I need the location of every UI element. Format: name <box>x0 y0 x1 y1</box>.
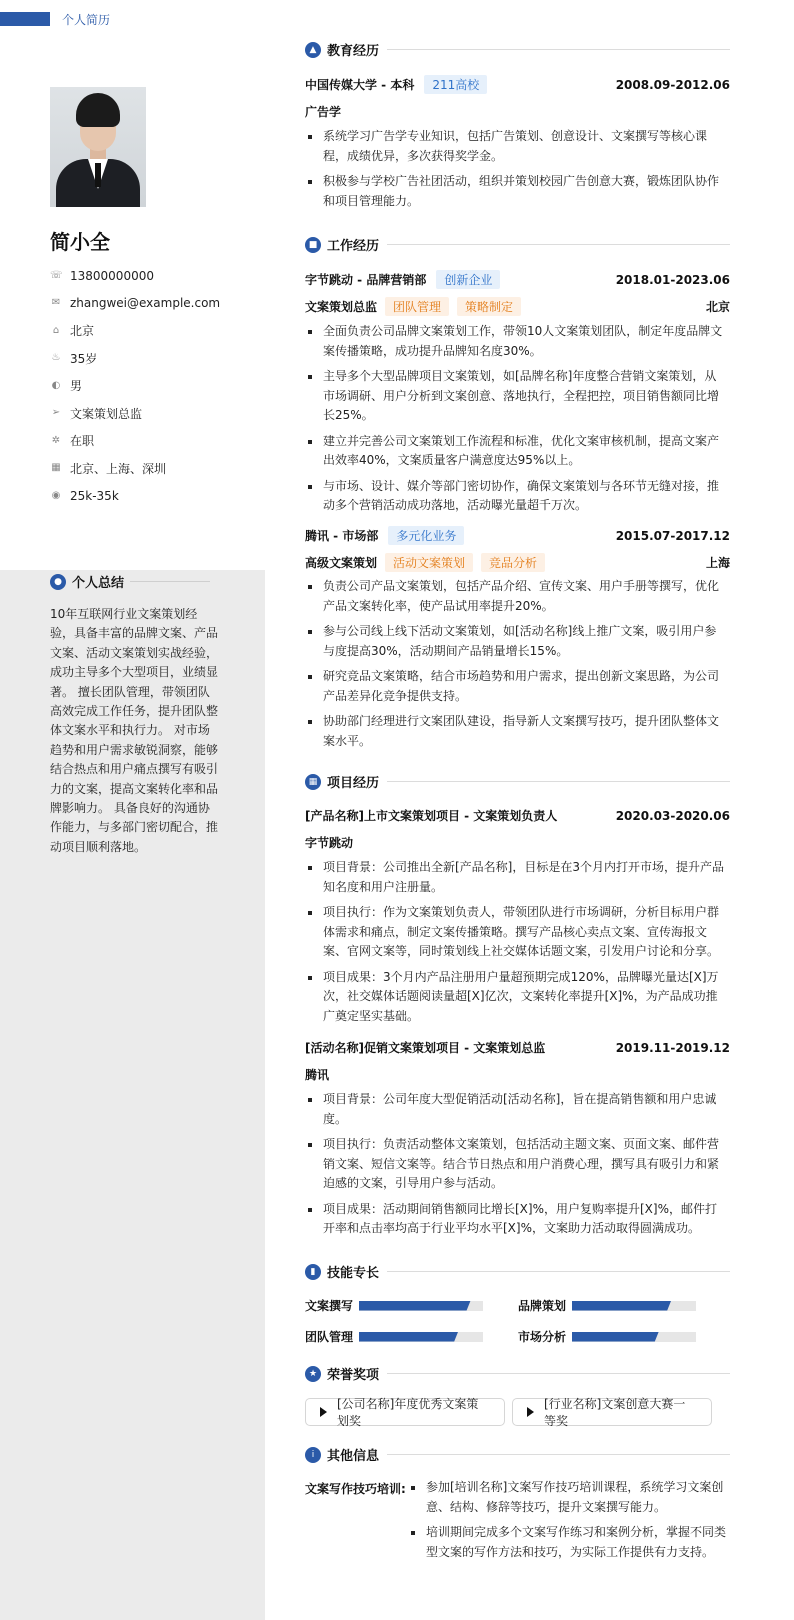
project-org-row <box>305 1066 730 1083</box>
project-date: 2019.11-2019.12 <box>615 1040 730 1055</box>
education-major: 广告学 <box>305 105 342 119</box>
job-city: 上海 <box>705 556 730 570</box>
list-item: 协助部门经理进行文案团队建设，指导新人文案撰写技巧，提升团队整体文案水平。 <box>305 712 725 751</box>
home-icon: ⌂ <box>52 324 60 336</box>
play-icon <box>527 1407 534 1417</box>
honor-item: [行业名称]文案创意大赛一等奖 <box>512 1398 712 1426</box>
summary-text: 10年互联网行业文案策划经验，具备丰富的品牌文案、产品文案、活动文案策划实战经验，成功主导多个大型项目，业绩显著。 擅长团队管理，带领团队高效完成工作任务，提升团队整体文案水平和执行力。 对市场趋势和用户需求敏锐洞察，能够结合热点和用户痛点撰写有吸引力的文案，提高文案转化率和品牌影响力。 具备良好的沟通协作能力，与多部门密切配合，推动项目顺利落地。 <box>50 607 219 854</box>
info-location: ⌂ 北京 <box>50 317 260 345</box>
list-item: 建立并完善公司文案策划工作流程和标准，优化文案审核机制，提高文案产出效率40%，文案质量客户满意度达95%以上。 <box>305 432 725 471</box>
job-date: 2015.07-2017.12 <box>615 528 730 543</box>
summary-divider <box>130 581 210 582</box>
list-item: 系统学习广告学专业知识，包括广告策划、创意设计、文案撰写等核心课程，成绩优异，多次获得奖学金。 <box>305 127 725 166</box>
send-icon: ➢ <box>51 407 61 419</box>
summary-title: 个人总结 <box>72 576 125 591</box>
phone-icon: ☏ <box>50 269 63 281</box>
project-name: [活动名称]促销文案策划项目 - 文案策划总监 <box>305 1041 546 1055</box>
skill-label: 团队管理 <box>305 1330 354 1344</box>
list-item: 主导多个大型品牌项目文案策划，如[品牌名称]年度整合营销文案策划，从市场调研、用户分析到文案创意、落地执行，全程把控，项目销售额同比增长25%。 <box>305 367 725 426</box>
list-item: 与市场、设计、媒介等部门密切协作，确保文案策划与各环节无缝对接，推动多个营销活动成功落地，活动曝光量超千万次。 <box>305 477 725 516</box>
list-item: 项目背景：公司推出全新[产品名称]，目标是在3个月内打开市场，提升产品知名度和用户注册量。 <box>305 858 725 897</box>
info-gender: ◐ 男 <box>51 379 83 394</box>
list-item: 项目背景：公司年度大型促销活动[活动名称]，旨在提高销售额和用户忠诚度。 <box>305 1090 725 1129</box>
job-company: 腾讯 - 市场部 <box>305 529 379 543</box>
job-bullets <box>305 322 725 522</box>
job-row <box>305 526 730 545</box>
honors-header <box>305 1364 730 1383</box>
mail-icon: ✉ <box>51 297 61 309</box>
honors-title: 荣誉奖项 <box>327 1368 380 1383</box>
list-item: 培训期间完成多个文案写作练习和案例分析，掌握不同类型文案的写作方法和技巧，为实际工作提供有力支持。 <box>408 1523 728 1562</box>
project-org: 腾讯 <box>305 1068 330 1082</box>
skills-header <box>305 1262 730 1281</box>
header-accent-bar <box>0 12 50 26</box>
projects-title: 项目经历 <box>327 776 380 791</box>
info-status: ✲ 在职 <box>51 434 95 449</box>
school-name: 中国传媒大学 - 本科 <box>305 78 415 92</box>
status-icon: ✲ <box>51 434 61 446</box>
list-item: 参与公司线上线下活动文案策划，如[活动名称]线上推广文案，吸引用户参与度提高30%，活动期间产品销量增长15%。 <box>305 622 725 661</box>
info-salary: ◉ 25k-35k <box>51 488 119 503</box>
work-title: 工作经历 <box>327 239 380 254</box>
user-icon: ● <box>50 574 66 590</box>
info-position: ➢ 文案策划总监 <box>51 406 143 421</box>
other-label: 文案写作技巧培训: <box>305 1482 406 1496</box>
job-skill-tag: 竞品分析 <box>481 553 545 572</box>
education-row <box>305 75 730 94</box>
job-bullets <box>305 577 725 757</box>
project-bullets <box>305 858 725 1032</box>
skill-item <box>305 1328 483 1345</box>
grid-icon: ▦ <box>305 774 321 790</box>
profile-name: 简小全 <box>50 230 110 254</box>
job-role: 文案策划总监 <box>305 300 378 314</box>
skill-label: 文案撰写 <box>305 1299 354 1313</box>
skill-label: 市场分析 <box>518 1330 567 1344</box>
info-icon: i <box>305 1447 321 1463</box>
skill-item <box>518 1297 696 1314</box>
project-org-row <box>305 834 730 851</box>
avatar <box>50 87 146 207</box>
info-age: ♨ 35岁 <box>51 351 98 366</box>
list-item: 项目成果：3个月内产品注册用户量超预期完成120%，品牌曝光量达[X]万次，社交媒体话题阅读量超[X]亿次，文案转化率提升[X]%，为产品成功推广奠定坚实基础。 <box>305 968 725 1027</box>
skill-label: 品牌策划 <box>518 1299 567 1313</box>
cake-icon: ♨ <box>51 352 61 364</box>
education-date: 2008.09-2012.06 <box>615 77 730 92</box>
job-skill-tag: 团队管理 <box>385 297 449 316</box>
job-city: 北京 <box>705 300 730 314</box>
profile-info-list <box>50 262 260 510</box>
other-header <box>305 1445 730 1464</box>
job-role-row <box>305 553 730 572</box>
skill-bar <box>572 1332 696 1342</box>
project-bullets <box>305 1090 725 1245</box>
work-header <box>305 235 730 254</box>
summary-header <box>50 572 124 591</box>
money-icon: ◉ <box>51 489 61 501</box>
list-item: 负责公司产品文案策划，包括产品介绍、宣传文案、用户手册等撰写，优化产品文案转化率，使产品试用率提升20%。 <box>305 577 725 616</box>
info-phone: ☏ 13800000000 <box>50 268 154 283</box>
list-item: 参加[培训名称]文案写作技巧培训课程，系统学习文案创意、结构、修辞等技巧，提升文案撰写能力。 <box>408 1478 728 1517</box>
project-name: [产品名称]上市文案策划项目 - 文案策划负责人 <box>305 809 558 823</box>
job-skill-tag: 活动文案策划 <box>385 553 473 572</box>
skill-bar <box>359 1301 483 1311</box>
projects-header <box>305 772 730 791</box>
list-item: 全面负责公司品牌文案策划工作，带领10人文案策划团队，制定年度品牌文案传播策略，成功提升品牌知名度30%。 <box>305 322 725 361</box>
education-bullets <box>305 127 725 217</box>
job-company: 字节跳动 - 品牌营销部 <box>305 273 427 287</box>
list-item: 项目执行：作为文案策划负责人，带领团队进行市场调研，分析目标用户群体需求和痛点，制定文案传播策略。撰写产品核心卖点文案、宣传海报文案、官网文案等，同时策划线上社交媒体话题文案，引发用户讨论和分享。 <box>305 903 725 962</box>
education-major-row <box>305 103 730 120</box>
project-date: 2020.03-2020.06 <box>615 808 730 823</box>
job-date: 2018.01-2023.06 <box>615 272 730 287</box>
job-row <box>305 270 730 289</box>
other-bullets <box>408 1478 728 1568</box>
medal-icon: ★ <box>305 1366 321 1382</box>
play-icon <box>320 1407 327 1417</box>
education-title: 教育经历 <box>327 44 380 59</box>
list-item: 积极参与学校广告社团活动，组织并策划校园广告创意大赛，锻炼团队协作和项目管理能力。 <box>305 172 725 211</box>
job-tag: 多元化业务 <box>388 526 464 545</box>
skill-bar <box>359 1332 483 1342</box>
school-tag: 211高校 <box>424 75 487 94</box>
skill-item <box>518 1328 696 1345</box>
gender-icon: ◐ <box>51 379 61 391</box>
list-item: 项目成果：活动期间销售额同比增长[X]%，用户复购率提升[X]%，邮件打开率和点击率均高于行业平均水平[X]%，文案助力活动取得圆满成功。 <box>305 1200 725 1239</box>
project-org: 字节跳动 <box>305 836 354 850</box>
skill-bar <box>572 1301 696 1311</box>
info-cities: ▦ 北京、上海、深圳 <box>51 461 167 476</box>
job-role: 高级文案策划 <box>305 556 378 570</box>
job-tag: 创新企业 <box>436 270 500 289</box>
page-title: 个人简历 <box>62 13 111 27</box>
list-item: 研究竞品文案策略，结合市场趋势和用户需求，提出创新文案思路，为公司产品差异化竞争提供支持。 <box>305 667 725 706</box>
project-row <box>305 1039 730 1056</box>
job-skill-tag: 策略制定 <box>457 297 521 316</box>
skills-title: 技能专长 <box>327 1266 380 1281</box>
other-title: 其他信息 <box>327 1449 380 1464</box>
list-item: 项目执行：负责活动整体文案策划，包括活动主题文案、页面文案、邮件营销文案、短信文案等。结合节日热点和用户消费心理，撰写具有吸引力和紧迫感的文案，引导用户参与活动。 <box>305 1135 725 1194</box>
job-role-row <box>305 297 730 316</box>
info-email: ✉ zhangwei@example.com <box>51 296 221 311</box>
bar-chart-icon: ▮ <box>305 1264 321 1280</box>
education-header <box>305 40 730 59</box>
project-row <box>305 807 730 824</box>
graduation-cap-icon: ▲ <box>305 42 321 58</box>
skill-item <box>305 1297 483 1314</box>
briefcase-icon: ■ <box>305 237 321 253</box>
building-icon: ▦ <box>51 462 61 474</box>
honor-item: [公司名称]年度优秀文案策划奖 <box>305 1398 505 1426</box>
